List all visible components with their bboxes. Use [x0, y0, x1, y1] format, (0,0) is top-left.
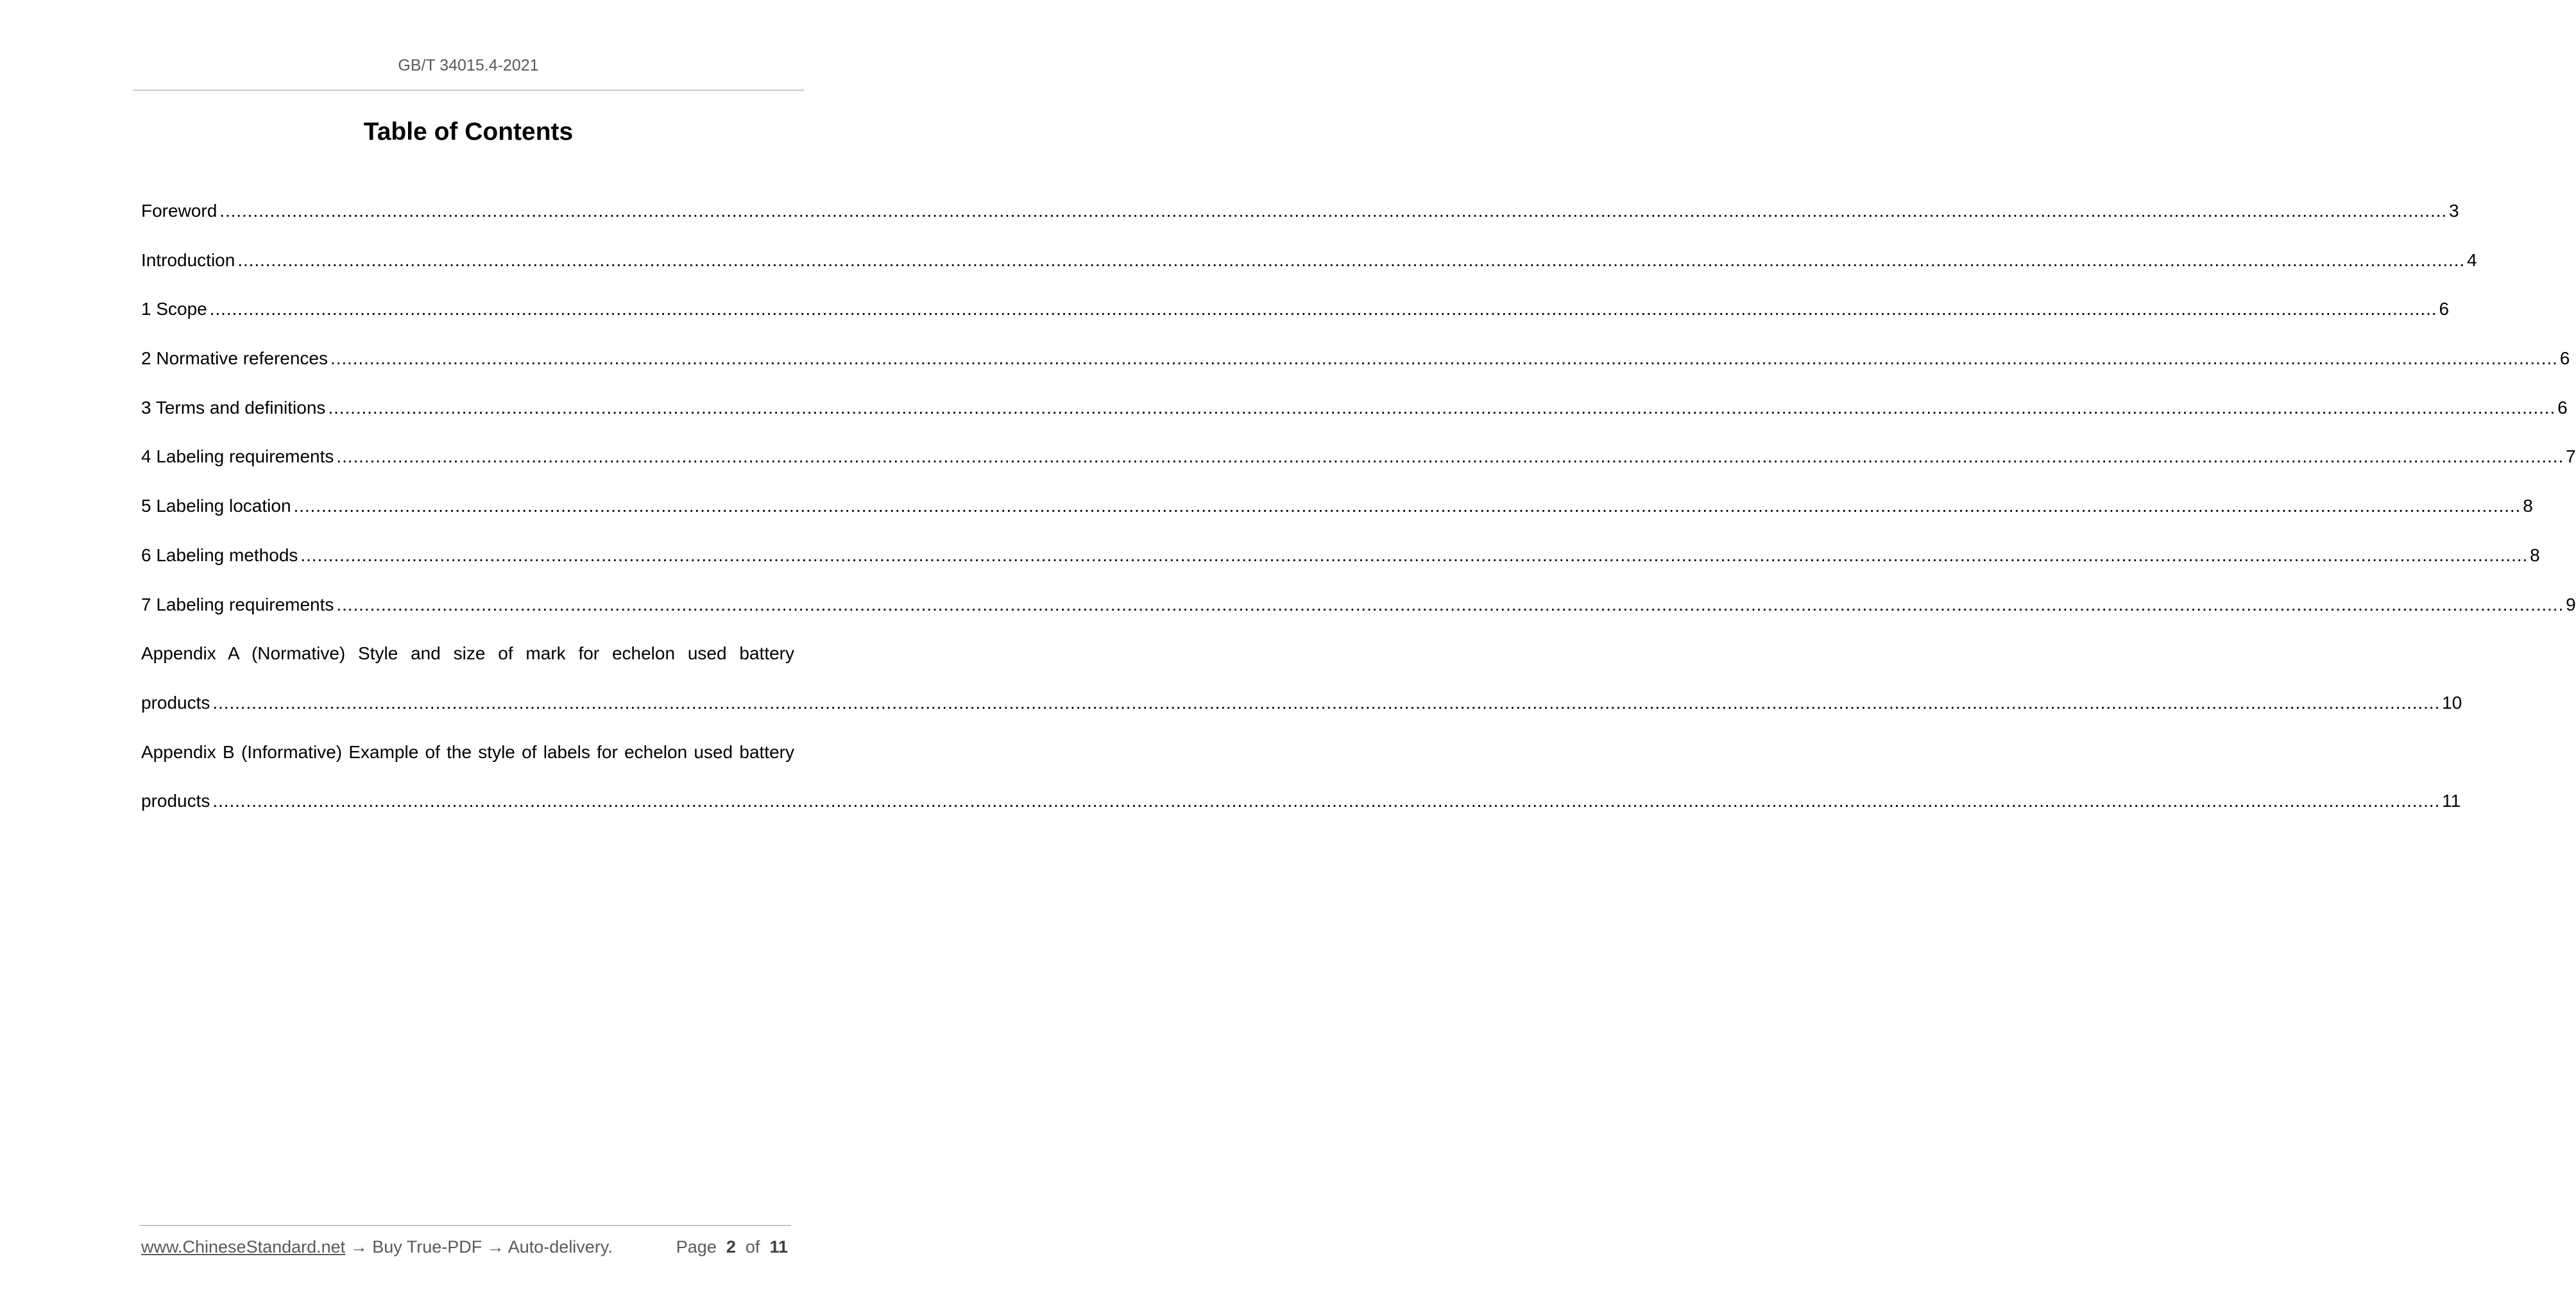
toc-entry-normative-references[interactable]	[141, 334, 2570, 384]
toc-entry-appendix-b[interactable]	[141, 777, 2461, 826]
toc-leader-dots: ................................................................................................................................................................................................................................................................................................................................................................................................................	[336, 446, 2564, 467]
toc-entry-labeling-location[interactable]	[141, 482, 2533, 531]
toc-leader-dots: ................................................................................................................................................................................................................................................................................................................................................................................................................	[328, 397, 2556, 418]
toc-entry-terms-definitions[interactable]	[141, 384, 2568, 433]
toc-entry-page: 8	[2530, 545, 2540, 565]
toc-entry-appendix-a-line1[interactable]: Appendix A (Normative) Style and size of mark for echelon used battery	[141, 643, 794, 664]
page-footer	[141, 1237, 790, 1257]
toc-entry-labeling-methods[interactable]	[141, 531, 2540, 580]
toc-entry-page: 4	[2467, 250, 2477, 270]
toc-entry-label: products	[141, 692, 210, 713]
document-header: GB/T 34015.4-2021	[398, 56, 539, 74]
toc-entry-page: 10	[2442, 692, 2462, 713]
toc-leader-dots: ................................................................................................................................................................................................................................................................................................................................................................................................................	[293, 496, 2521, 516]
toc-entry-page: 8	[2523, 496, 2533, 516]
page-title: Table of Contents	[363, 118, 574, 146]
toc-entry-page: 6	[2559, 348, 2570, 369]
toc-entry-label: products	[141, 791, 210, 811]
page-of: of	[745, 1237, 760, 1256]
toc-entry-scope[interactable]	[141, 285, 2450, 334]
toc-entry-labeling-requirements-4[interactable]	[141, 432, 2576, 482]
toc-leader-dots: ................................................................................................................................................................................................................................................................................................................................................................................................................	[212, 791, 2441, 811]
toc-entry-label: 1 Scope	[141, 299, 207, 319]
page-prefix: Page	[676, 1237, 717, 1256]
toc-entry-page: 3	[2448, 201, 2459, 221]
toc-entry-label: 7 Labeling requirements	[141, 594, 334, 614]
toc-entry-page: 6	[2557, 397, 2568, 418]
current-page-number: 2	[726, 1237, 736, 1256]
total-pages: 11	[769, 1237, 788, 1256]
website-link[interactable]: www.ChineseStandard.net	[141, 1237, 346, 1256]
toc-leader-dots: ................................................................................................................................................................................................................................................................................................................................................................................................................	[212, 692, 2441, 713]
toc-entry-page: 6	[2439, 299, 2450, 319]
toc-entry-page: 7	[2566, 446, 2576, 467]
page-indicator	[676, 1237, 788, 1257]
footer-divider	[139, 1225, 791, 1226]
toc-entry-page: 11	[2442, 791, 2461, 811]
toc-entry-label: Foreword	[141, 201, 218, 221]
toc-leader-dots: ................................................................................................................................................................................................................................................................................................................................................................................................................	[300, 545, 2529, 565]
toc-entry-label: 2 Normative references	[141, 348, 328, 369]
toc-leader-dots: ................................................................................................................................................................................................................................................................................................................................................................................................................	[330, 348, 2558, 369]
table-of-contents	[141, 187, 2576, 826]
toc-entry-label: 3 Terms and definitions	[141, 397, 326, 418]
toc-entry-label: 4 Labeling requirements	[141, 446, 334, 467]
toc-leader-dots: ................................................................................................................................................................................................................................................................................................................................................................................................................	[209, 299, 2437, 319]
toc-entry-introduction[interactable]	[141, 236, 2477, 285]
toc-entry-foreword[interactable]	[141, 187, 2459, 236]
toc-leader-dots: ................................................................................................................................................................................................................................................................................................................................................................................................................	[336, 594, 2564, 614]
toc-leader-dots: ................................................................................................................................................................................................................................................................................................................................................................................................................	[237, 250, 2466, 270]
toc-entry-appendix-a[interactable]	[141, 679, 2462, 728]
footer-tagline: → Buy True-PDF → Auto-delivery.	[345, 1237, 613, 1256]
toc-entry-labeling-requirements-7[interactable]	[141, 580, 2576, 630]
toc-entry-label: 6 Labeling methods	[141, 545, 298, 565]
toc-entry-appendix-b-line1[interactable]: Appendix B (Informative) Example of the style of labels for echelon used battery	[141, 741, 794, 762]
toc-entry-label: 5 Labeling location	[141, 496, 291, 516]
toc-entry-page: 9	[2566, 594, 2576, 614]
toc-leader-dots: ................................................................................................................................................................................................................................................................................................................................................................................................................	[219, 201, 2447, 221]
toc-entry-label: Introduction	[141, 250, 235, 270]
